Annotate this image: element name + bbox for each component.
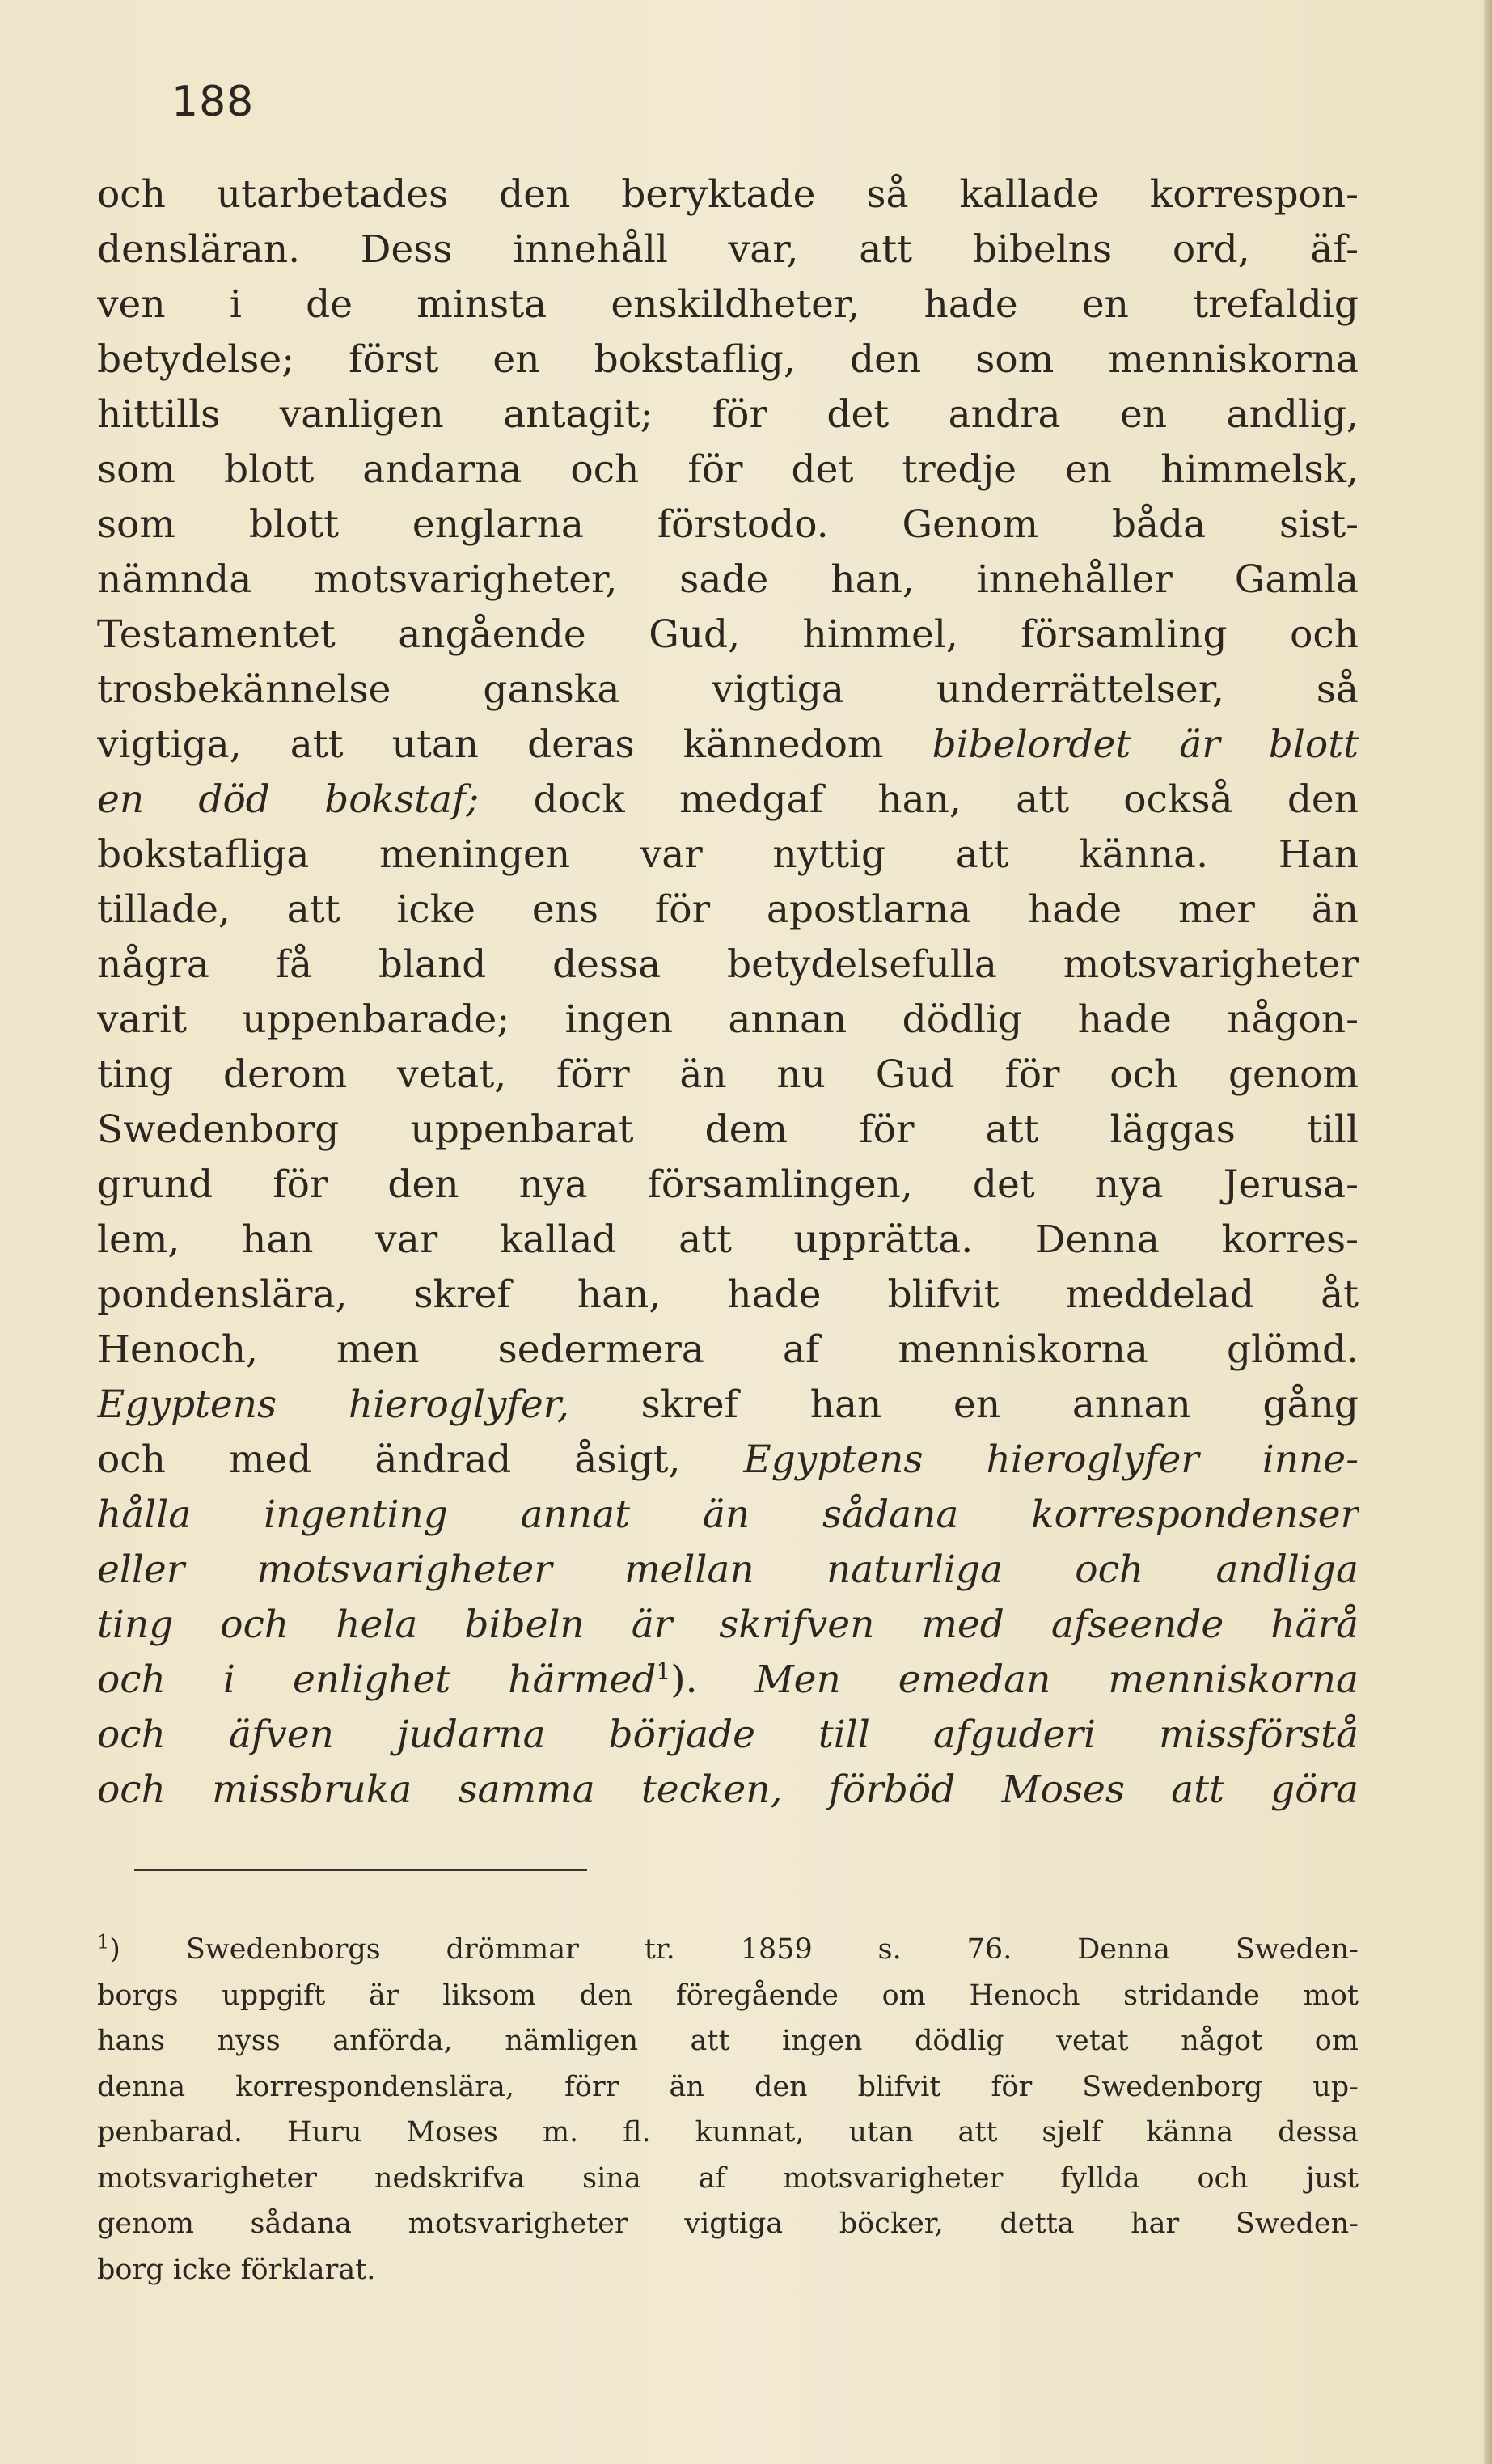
footnote-divider <box>134 1869 587 1871</box>
text-run: skref han en annan gång <box>568 1382 1359 1427</box>
italic-run: och missbruka samma tecken, förböd Moses att göra <box>97 1768 1359 1812</box>
text-run: vigtiga, att utan deras kännedom <box>97 722 932 767</box>
text-line <box>97 1488 1359 1543</box>
text-line: varit uppenbarade; ingen annan dödlig hade någon- <box>97 997 1359 1042</box>
text-run: och med ändrad åsigt, <box>97 1437 744 1482</box>
italic-run: och i enlighet härmed <box>97 1657 657 1702</box>
italic-run: Egyptens hieroglyfer inne- <box>743 1437 1359 1482</box>
text-line: trosbekännelse ganska vigtiga underrättelser, så <box>97 667 1359 712</box>
footnote-line: borg icke förklarat. <box>97 2253 376 2286</box>
italic-run: en död bokstaf; <box>97 777 480 822</box>
text-line: hittills vanligen antagit; för det andra en andlig, <box>97 392 1359 437</box>
footnote-line: motsvarigheter nedskrifva sina af motsvarigheter fyllda och just <box>97 2161 1359 2195</box>
text-line <box>97 1433 1359 1488</box>
footnote-line <box>97 1927 1359 1973</box>
text-line <box>97 1708 1359 1763</box>
text-line <box>97 1763 1359 1818</box>
text-line: nämnda motsvarigheter, sade han, innehåller Gamla <box>97 557 1359 602</box>
footnote-line: penbarad. Huru Moses m. fl. kunnat, utan att sjelf känna dessa <box>97 2116 1359 2149</box>
text-line <box>97 1598 1359 1653</box>
italic-run: Men emedan menniskorna <box>754 1657 1359 1702</box>
body-text <box>97 167 1359 1818</box>
text-line <box>97 718 1359 773</box>
text-line: tillade, att icke ens för apostlarna hade mer än <box>97 887 1359 932</box>
italic-run: eller motsvarigheter mellan naturliga och andliga <box>97 1547 1359 1592</box>
text-run: ) Swedenborgs drömmar tr. 1859 s. 76. Denna Sweden- <box>109 1933 1359 1966</box>
text-line: Testamentet angående Gud, himmel, församling och <box>97 612 1359 657</box>
text-line: några få bland dessa betydelsefulla motsvarigheter <box>97 942 1359 987</box>
text-line: som blott englarna förstodo. Genom båda sist- <box>97 502 1359 547</box>
text-line: pondenslära, skref han, hade blifvit meddelad åt <box>97 1272 1359 1317</box>
text-line: betydelse; först en bokstaflig, den som menniskorna <box>97 337 1359 382</box>
page-edge <box>1484 0 1492 2464</box>
text-line: grund för den nya församlingen, det nya Jerusa- <box>97 1162 1359 1207</box>
text-line: ting derom vetat, förr än nu Gud för och genom <box>97 1052 1359 1097</box>
footnote-reference[interactable]: 1 <box>656 1657 671 1685</box>
italic-run: och äfven judarna började till afguderi missförstå <box>97 1713 1359 1757</box>
text-line: som blott andarna och för det tredje en himmelsk, <box>97 447 1359 492</box>
text-line: bokstafliga meningen var nyttig att känna. Han <box>97 832 1359 877</box>
text-run: ). <box>670 1657 755 1702</box>
text-run: dock medgaf han, att också den <box>479 777 1359 822</box>
text-line: Henoch, men sedermera af menniskorna glömd. <box>97 1327 1359 1372</box>
text-line <box>97 1543 1359 1598</box>
italic-run: Egyptens hieroglyfer, <box>97 1382 569 1427</box>
text-line: ven i de minsta enskildheter, hade en trefaldig <box>97 282 1359 327</box>
footnote-line: hans nyss anförda, nämligen att ingen dödlig vetat något om <box>97 2025 1359 2057</box>
footnote <box>97 1927 1359 2293</box>
text-line: och utarbetades den beryktade så kallade korrespon- <box>97 172 1359 217</box>
text-line <box>97 773 1359 828</box>
footnote-marker: 1 <box>97 1930 110 1954</box>
italic-run: bibelordet är blott <box>932 722 1359 767</box>
page-number: 188 <box>171 78 255 126</box>
text-line <box>97 1378 1359 1433</box>
text-line: densläran. Dess innehåll var, att bibelns ord, äf- <box>97 227 1359 272</box>
footnote-line: borgs uppgift är liksom den föregående om Henoch stridande mot <box>97 1979 1359 2012</box>
italic-run: hålla ingenting annat än sådana korrespondenser <box>97 1492 1359 1537</box>
footnote-line: denna korrespondenslära, förr än den blifvit för Swedenborg up- <box>97 2070 1359 2103</box>
text-line: lem, han var kallad att upprätta. Denna korres- <box>97 1217 1359 1262</box>
text-line <box>97 1653 1359 1708</box>
text-line: Swedenborg uppenbarat dem för att läggas till <box>97 1107 1359 1152</box>
italic-run: ting och hela bibeln är skrifven med afseende härå <box>97 1602 1359 1647</box>
footnote-line: genom sådana motsvarigheter vigtiga böcker, detta har Sweden- <box>97 2208 1359 2240</box>
